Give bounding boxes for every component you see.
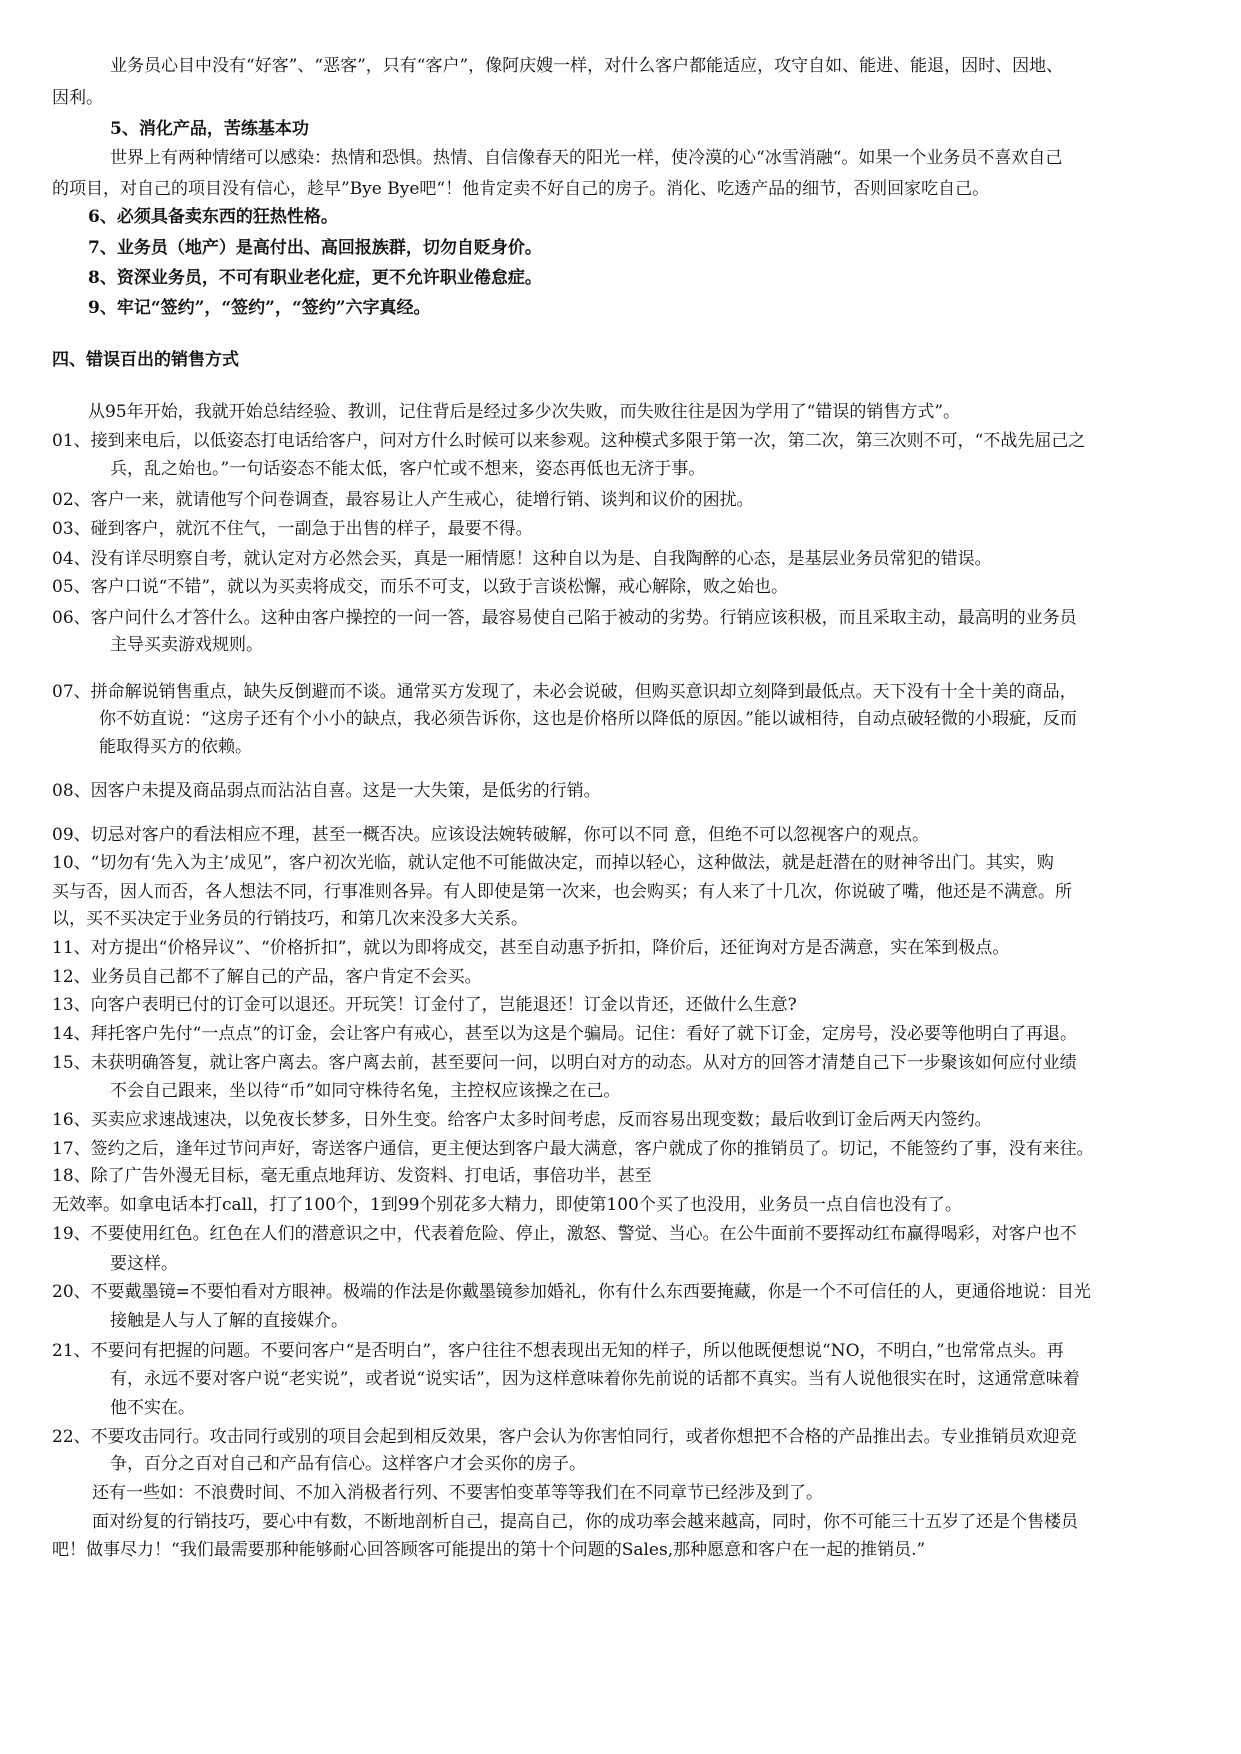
list-item: 01、接到来电后，以低姿态打电话给客户，问对方什么时候可以来参观。这种模式多限于第一次，第二次，第三次则不可，“不战先屈己之 (52, 431, 1086, 451)
list-item-continuation: 不会自己跟来，坐以待“币”如同守株待名兔，主控权应该操之在己。 (110, 1081, 621, 1101)
list-item: 16、买卖应求速战速决，以免夜长梦多，日外生变。给客户太多时间考虑，反而容易出现变数；最后收到订金后两天内签约。 (52, 1110, 992, 1130)
paragraph-line: 还有一些如：不浪费时间、不加入消极者行列、不要害怕变革等等我们在不同章节已经涉及到了。 (92, 1483, 823, 1503)
list-item: 04、没有详尽明察自考，就认定对方必然会买，真是一厢情愿！这种自以为是、自我陶醉的心态，是基层业务员常犯的错误。 (52, 549, 992, 569)
list-item: 18、除了广告外漫无目标，毫无重点地拜访、发资料、打电话，事倍功半，甚至 (52, 1166, 652, 1186)
list-item: 14、拜托客户先付“一点点”的订金，会让客户有戒心，甚至以为这是个骗局。记住：看好了就下订金，定房号，没必要等他明白了再退。 (52, 1024, 1078, 1044)
section-heading: 9、牢记“签约”，“签约”，“签约”六字真经。 (88, 298, 431, 318)
list-item: 21、不要问有把握的问题。不要问客户“是否明白”，客户往往不想表现出无知的样子，所以他既便想说“NO，不明白，”也常常点头。再 (52, 1341, 1064, 1361)
list-item: 06、客户问什么才答什么。这种由客户操控的一问一答，最容易使自己陷于被动的劣势。行销应该积极，而且采取主动，最高明的业务员 (52, 608, 1077, 628)
list-item-continuation: 接触是人与人了解的直接媒介。 (110, 1311, 348, 1331)
paragraph-line: 面对纷复的行销技巧，要心中有数，不断地剖析自己，提高自己，你的成功率会越来越高，同时，你不可能三十五岁了还是个售楼员 (92, 1512, 1078, 1532)
paragraph-line: 因利。 (52, 88, 103, 108)
list-item-continuation: 你不妨直说：“这房子还有个小小的缺点，我必须告诉你，这也是价格所以降低的原因。”能以诚相待，自动点破轻微的小瑕疵，反而 (99, 709, 1077, 729)
section-heading: 6、必须具备卖东西的狂热性格。 (88, 207, 338, 227)
list-item: 20、不要戴墨镜=不要怕看对方眼神。极端的作法是你戴墨镜参加婚礼，你有什么东西要掩藏，你是一个不可信任的人，更通俗地说：目光 (52, 1282, 1091, 1302)
list-item: 19、不要使用红色。红色在人们的潜意识之中，代表着危险、停止，激怒、警觉、当心。在公牛面前不要挥动红布赢得喝彩，对客户也不 (52, 1224, 1077, 1244)
list-item: 10、“切勿有‘先入为主’成见”，客户初次光临，就认定他不可能做决定，而掉以轻心，这种做法，就是赶潜在的财神爷出门。其实，购 (52, 853, 1054, 873)
list-item: 09、切忌对客户的看法相应不理，甚至一概否决。应该设法婉转破解，你可以不同 意，但绝不可以忽视客户的观点。 (52, 825, 930, 845)
list-item-continuation: 兵，乱之始也。”一句话姿态不能太低，客户忙或不想来，姿态再低也无济于事。 (110, 459, 706, 479)
list-item-continuation: 买与否，因人而否，各人想法不同，行事准则各异。有人即使是第一次来，也会购买；有人来了十几次，你说破了嘴，他还是不满意。所 (52, 882, 1072, 902)
list-item-continuation: 主导买卖游戏规则。 (110, 635, 263, 655)
list-item-continuation: 能取得买方的依赖。 (99, 737, 252, 757)
list-item-continuation: 要这样。 (110, 1254, 178, 1274)
list-item: 15、未获明确答复，就让客户离去。客户离去前，甚至要问一问，以明白对方的动态。从对方的回答才清楚自己下一步聚该如何应付业绩 (52, 1053, 1077, 1073)
paragraph-line: 从95年开始，我就开始总结经验、教训，记住背后是经过多少次失败，而失败往往是因为学用了“错误的销售方式”。 (88, 402, 961, 422)
list-item: 12、业务员自己都不了解自己的产品，客户肯定不会买。 (52, 967, 482, 987)
list-item-continuation: 他不实在。 (110, 1398, 195, 1418)
list-item-continuation: 以，买不买决定于业务员的行销技巧，和第几次来没多大关系。 (52, 909, 528, 929)
list-item: 07、拼命解说销售重点，缺失反倒避而不谈。通常买方发现了，未必会说破，但购买意识却立刻降到最低点。天下没有十全十美的商品， (52, 682, 1077, 702)
list-item: 08、因客户未提及商品弱点而沾沾自喜。这是一大失策，是低劣的行销。 (52, 781, 601, 801)
list-item: 05、客户口说“不错”，就以为买卖将成交，而乐不可支，以致于言谈松懈，戒心解除，败之始也。 (52, 577, 789, 597)
list-item: 11、对方提出“价格异议”、“价格折扣”，就以为即将成交，甚至自动惠予折扣，降价后，还征询对方是否满意，实在笨到极点。 (52, 938, 1010, 958)
chapter-heading: 四、错误百出的销售方式 (52, 350, 239, 370)
list-item: 13、向客户表明已付的订金可以退还。开玩笑！订金付了，岂能退还！订金以肯还，还做什么生意? (52, 995, 797, 1015)
section-heading: 8、资深业务员，不可有职业老化症，更不允许职业倦怠症。 (88, 268, 542, 288)
list-item-continuation: 争，百分之百对自己和产品有信心。这样客户才会买你的房子。 (110, 1454, 586, 1474)
paragraph-line: 世界上有两种情绪可以感染：热情和恐惧。热情、自信像春天的阳光一样，使冷漠的心“冰雪消融“。如果一个业务员不喜欢自己 (110, 148, 1063, 168)
paragraph-line: 吧！做事尽力！“我们最需要那种能够耐心回答顾客可能提出的第十个问题的Sales,那种愿意和客户在一起的推销员.” (52, 1540, 926, 1560)
paragraph-line: 的项目，对自己的项目没有信心，趁早”Bye Bye吧“！他肯定卖不好自己的房子。消化、吃透产品的细节，否则回家吃自己。 (52, 179, 990, 199)
section-heading: 5、消化产品，苦练基本功 (110, 119, 309, 139)
list-item: 22、不要攻击同行。攻击同行或别的项目会起到相反效果，客户会认为你害怕同行，或者你想把不合格的产品推出去。专业推销员欢迎竞 (52, 1427, 1077, 1447)
section-heading: 7、业务员（地产）是高付出、高回报族群，切勿自贬身价。 (88, 238, 542, 258)
paragraph-line: 业务员心目中没有“好客”、“恶客”，只有“客户”，像阿庆嫂一样，对什么客户都能适应，攻守自如、能进、能退，因时、因地、 (110, 56, 1064, 76)
list-item-continuation: 有，永远不要对客户说“老实说”，或者说“说实话”，因为这样意味着你先前说的话都不真实。当有人说他很实在时，这通常意味着 (110, 1369, 1080, 1389)
list-item: 02、客户一来，就请他写个问卷调查，最容易让人产生戒心，徒增行销、谈判和议价的困扰。 (52, 490, 754, 510)
list-item: 03、碰到客户，就沉不住气，一副急于出售的样子，最要不得。 (52, 519, 533, 539)
list-item-continuation: 无效率。如拿电话本打call，打了100个，1到99个别花多大精力，即使第100个买了也没用，业务员一点自信也没有了。 (52, 1195, 962, 1215)
list-item: 17、签约之后，逢年过节问声好，寄送客户通信，更主便达到客户最大满意，客户就成了你的推销员了。切记，不能签约了事，没有来往。 (52, 1139, 1094, 1159)
